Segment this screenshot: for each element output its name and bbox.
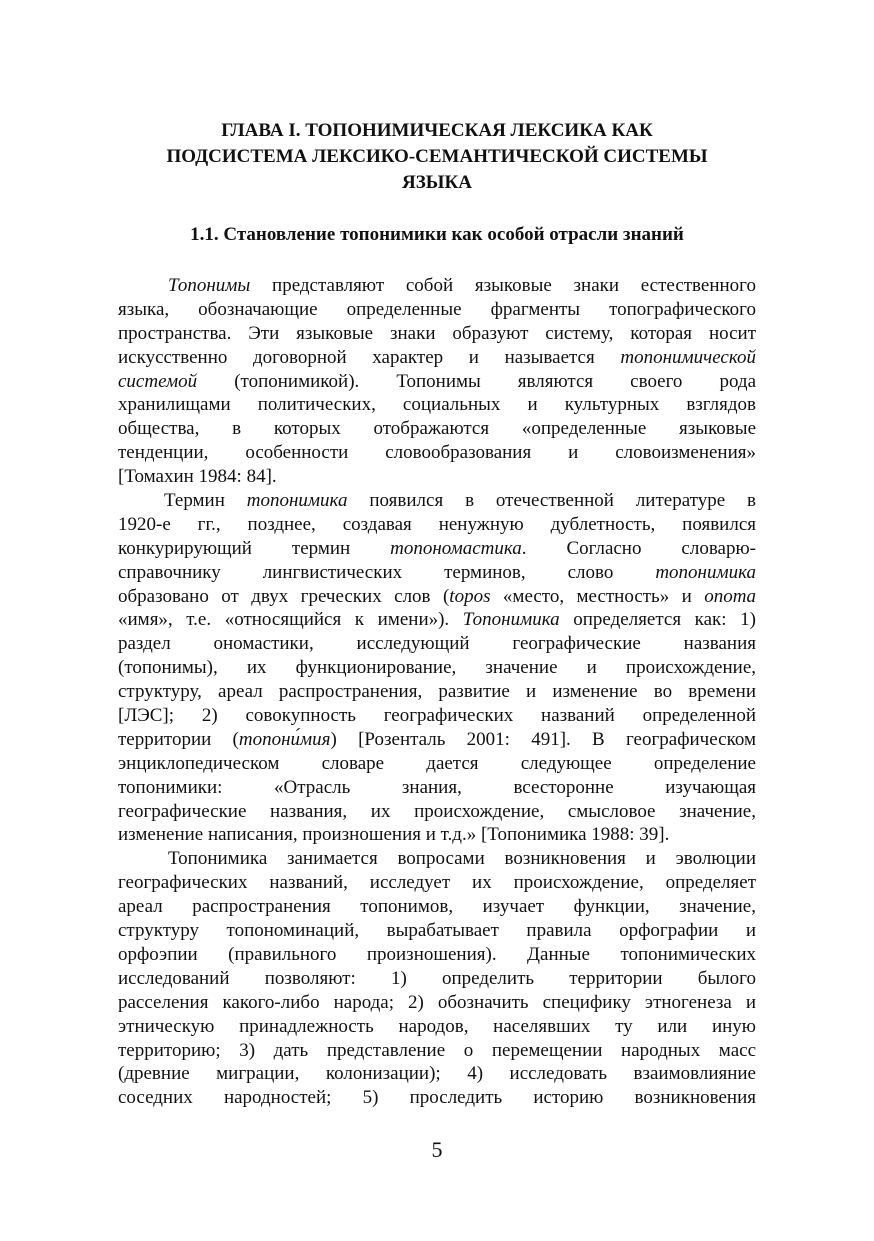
text-run: энциклопедическом словаре дается следующее определение xyxy=(118,752,756,774)
text-run: общества, в которых отображаются «определенные языковые xyxy=(118,418,756,440)
text-run: раздел ономастики, исследующий географические названия xyxy=(118,633,756,655)
text-run: ареал распространения топонимов, изучает функции, значение, xyxy=(118,896,756,918)
text-line xyxy=(118,465,756,489)
text-line xyxy=(118,847,756,871)
text-run: соседних народностей; 5) проследить историю возникновения xyxy=(118,1087,756,1109)
text-run: территории ( xyxy=(118,728,239,750)
text-run: «имя», т.е. «относящийся к имени»). xyxy=(118,609,463,631)
text-line xyxy=(118,608,756,632)
text-run: (древние миграции, колонизации); 4) исследовать взаимовлияние xyxy=(118,1063,756,1085)
text-line xyxy=(118,298,756,322)
text-line xyxy=(118,800,756,824)
text-run: географические названия, их происхождение, смысловое значение, xyxy=(118,800,756,822)
text-run: пространства. Эти языковые знаки образуют систему, которая носит xyxy=(118,322,756,344)
text-line xyxy=(118,752,756,776)
text-line xyxy=(118,919,756,943)
text-line xyxy=(118,346,756,370)
document-page xyxy=(118,118,756,1110)
text-line xyxy=(118,704,756,728)
chapter-title-line: ГЛАВА I. ТОПОНИМИЧЕСКАЯ ЛЕКСИКА КАК xyxy=(221,120,653,141)
italic-term: Топонимика xyxy=(462,609,560,631)
chapter-title-line: ЯЗЫКА xyxy=(402,172,472,193)
text-run: тенденции, особенности словообразования и словоизменения» xyxy=(118,442,756,464)
section-title: 1.1. Становление топонимики как особой отрасли знаний xyxy=(190,224,684,245)
text-line xyxy=(118,561,756,585)
page-number: 5 xyxy=(431,1137,443,1162)
text-run: справочнику лингвистических терминов, слово xyxy=(118,561,656,583)
text-run: исследований позволяют: 1) определить территории былого xyxy=(118,967,756,989)
text-line xyxy=(118,441,756,465)
chapter-title xyxy=(118,118,756,196)
text-run: территорию; 3) дать представление о перемещении народных масс xyxy=(118,1039,756,1061)
text-line xyxy=(118,871,756,895)
text-line xyxy=(118,489,756,513)
text-line xyxy=(118,393,756,417)
text-run: 1920-е гг., позднее, создавая ненужную дублетность, появился xyxy=(118,513,756,535)
text-run: Термин xyxy=(164,490,247,512)
italic-term: topos xyxy=(449,585,491,607)
text-run: искусственно договорной характер и называется xyxy=(118,346,621,368)
text-line xyxy=(118,417,756,441)
text-line xyxy=(118,967,756,991)
text-run: (топонимы), их функционирование, значение и происхождение, xyxy=(118,657,756,679)
text-run: (топонимикой). Топонимы являются своего рода xyxy=(197,370,756,392)
italic-term: топонимика xyxy=(655,561,756,583)
text-line xyxy=(118,895,756,919)
italic-term: Топонимы xyxy=(168,275,251,296)
text-run: ) [Розенталь 2001: 491]. В географическом xyxy=(330,728,756,750)
text-run: орфоэпии (правильного произношения). Данные топонимических xyxy=(118,943,756,965)
text-line xyxy=(118,274,756,298)
text-line xyxy=(118,322,756,346)
text-line xyxy=(118,656,756,680)
text-line xyxy=(118,370,756,394)
italic-term: топонимической xyxy=(620,346,756,368)
text-line xyxy=(118,632,756,656)
text-run: структуру топономинаций, вырабатывает правила орфографии и xyxy=(118,920,756,942)
text-run: этническую принадлежность народов, населявших ту или иную xyxy=(118,1015,756,1037)
text-run: [Томахин 1984: 84]. xyxy=(118,466,277,488)
text-line xyxy=(118,991,756,1015)
text-line xyxy=(118,537,756,561)
chapter-title-line: ПОДСИСТЕМА ЛЕКСИКО-СЕМАНТИЧЕСКОЙ СИСТЕМЫ xyxy=(166,146,708,167)
text-run: языка, обозначающие определенные фрагменты топографического xyxy=(118,298,756,320)
text-line xyxy=(118,513,756,537)
text-run: изменение написания, произношения и т.д.» [Топонимика 1988: 39]. xyxy=(118,824,670,846)
text-line xyxy=(118,585,756,609)
text-run: Топонимика занимается вопросами возникновения и эволюции xyxy=(168,848,756,870)
text-run: географических названий, исследует их происхождение, определяет xyxy=(118,872,756,894)
text-run: конкурирующий термин xyxy=(118,537,391,559)
text-line xyxy=(118,680,756,704)
italic-term: топонимика xyxy=(246,490,348,512)
text-line xyxy=(118,1039,756,1063)
italic-term: топономастика xyxy=(390,537,522,559)
text-run: представляют собой языковые знаки естественного xyxy=(250,275,756,296)
text-run: топонимики: «Отрасль знания, всесторонне изучающая xyxy=(118,776,756,798)
text-line xyxy=(118,776,756,800)
text-run: хранилищами политических, социальных и культурных взглядов xyxy=(118,394,756,416)
text-run: . Согласно словарю- xyxy=(521,537,756,559)
text-line xyxy=(118,1086,756,1110)
text-line xyxy=(118,823,756,847)
text-line xyxy=(118,943,756,967)
text-run: расселения какого-либо народа; 2) обозначить специфику этногенеза и xyxy=(118,991,756,1013)
italic-term: системой xyxy=(118,370,198,392)
italic-term: onoma xyxy=(704,585,756,607)
text-run: появился в отечественной литературе в xyxy=(347,490,756,512)
text-line xyxy=(118,1015,756,1039)
text-run: структуру, ареал распространения, развитие и изменение во времени xyxy=(118,681,756,703)
italic-term: топони́мия xyxy=(238,728,331,750)
text-line xyxy=(118,728,756,752)
text-run: образовано от двух греческих слов ( xyxy=(118,585,450,607)
text-run: определяется как: 1) xyxy=(559,609,756,631)
body-text xyxy=(118,274,756,1110)
text-line xyxy=(118,1062,756,1086)
text-run: [ЛЭС]; 2) совокупность географических названий определенной xyxy=(118,705,756,727)
text-run: «место, местность» и xyxy=(490,585,705,607)
